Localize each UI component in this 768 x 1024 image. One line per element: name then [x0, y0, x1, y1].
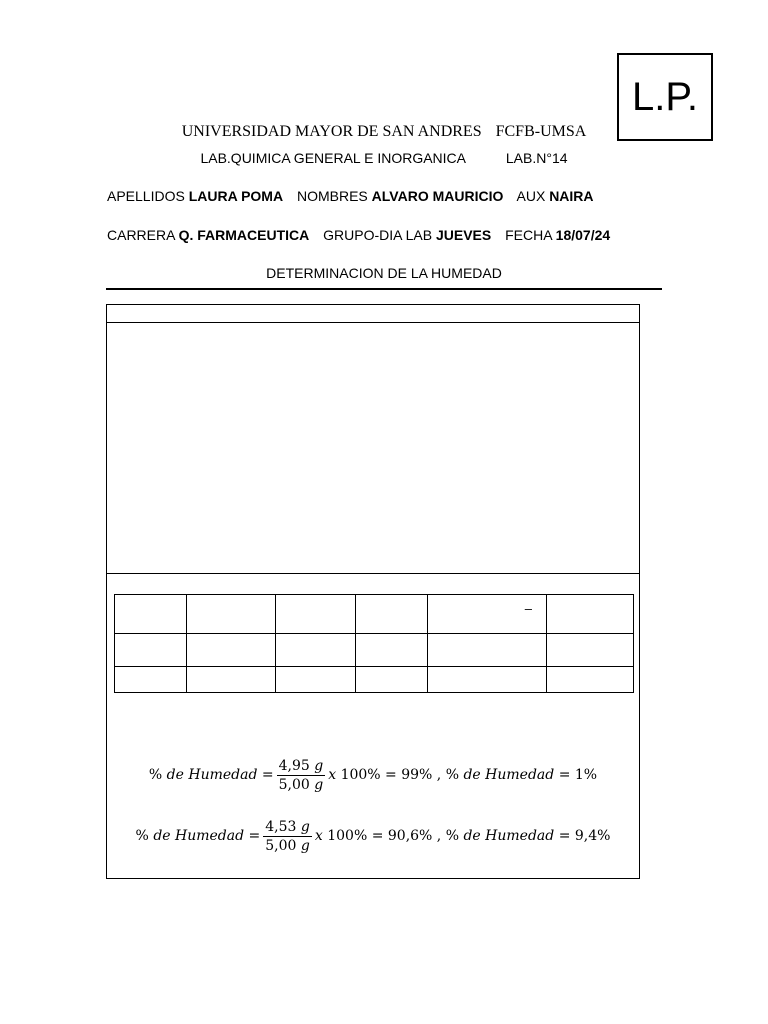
fraction — [277, 758, 326, 793]
apellidos-value: LAURA POMA — [188, 188, 284, 204]
equation-variable: de Humedad — [463, 767, 555, 783]
equation-variable: de Humedad — [463, 828, 555, 844]
lab-name: LAB.QUIMICA GENERAL E INORGANICA — [200, 150, 466, 166]
table-cell — [547, 667, 634, 693]
table-cell — [276, 667, 356, 693]
humidity-equation-1 — [0, 752, 746, 798]
title-underline — [106, 288, 662, 290]
faculty-code: FCFB-UMSA — [495, 123, 587, 140]
denominator-value: 5,00 — [278, 776, 310, 793]
header-dash-mark: – — [524, 600, 532, 616]
table-cell — [187, 595, 276, 634]
table-cell — [115, 634, 187, 667]
nombres-value: ALVARO MAURICIO — [371, 188, 504, 204]
frame-header-divider — [106, 322, 640, 323]
table-cell — [356, 634, 428, 667]
aux-label: AUX — [516, 188, 546, 204]
table-cell — [428, 667, 547, 693]
equation-factor: 100% = 99% , — [340, 767, 442, 783]
percent-sign: % — [135, 828, 149, 844]
humidity-equation-2 — [0, 813, 746, 859]
table-row — [115, 634, 634, 667]
table-cell — [276, 634, 356, 667]
equation-variable: de Humedad — [166, 767, 258, 783]
apellidos-label: APELLIDOS — [107, 188, 185, 204]
equation-variable: de Humedad — [153, 828, 245, 844]
fecha-label: FECHA — [505, 227, 552, 243]
fraction-denominator — [263, 837, 312, 854]
lab-number: LAB.N°14 — [505, 150, 568, 166]
aux-value: NAIRA — [549, 188, 594, 204]
university-name: UNIVERSIDAD MAYOR DE SAN ANDRES — [181, 123, 482, 140]
table-cell — [547, 595, 634, 634]
equals-sign: = — [261, 767, 274, 783]
equals-sign: = — [248, 828, 261, 844]
percent-sign: % — [148, 767, 163, 783]
table-cell — [115, 595, 187, 634]
equation-result: 1% — [574, 767, 598, 783]
lab-line — [0, 150, 768, 166]
numerator-unit: g — [300, 818, 310, 835]
carrera-value: Q. FARMACEUTICA — [178, 227, 310, 243]
equation-result: 9,4% — [574, 828, 611, 844]
fraction-numerator — [277, 758, 326, 776]
percent-sign: % — [445, 828, 460, 844]
table-cell — [428, 634, 547, 667]
fecha-value: 18/07/24 — [555, 227, 611, 243]
table-header-row — [115, 595, 634, 634]
initials-text: L.P. — [632, 74, 698, 119]
table-cell — [187, 634, 276, 667]
table-cell — [115, 667, 187, 693]
table-cell — [356, 595, 428, 634]
table-cell — [356, 667, 428, 693]
grupo-value: JUEVES — [435, 227, 492, 243]
fraction-denominator — [277, 776, 326, 793]
table-cell — [187, 667, 276, 693]
table-row — [115, 667, 634, 693]
equation-factor: 100% = 90,6% , — [327, 828, 442, 844]
table-cell — [428, 595, 547, 634]
nombres-label: NOMBRES — [296, 188, 368, 204]
grupo-label: GRUPO-DIA LAB — [323, 227, 433, 243]
carrera-label: CARRERA — [107, 227, 175, 243]
data-table — [114, 594, 634, 693]
equals-sign: = — [558, 767, 571, 783]
fraction — [263, 819, 312, 854]
table-cell — [547, 634, 634, 667]
table-cell — [276, 595, 356, 634]
course-line — [107, 227, 610, 243]
denominator-unit: g — [300, 837, 310, 854]
numerator-unit: g — [314, 757, 324, 774]
frame-section-divider — [106, 573, 640, 574]
fraction-numerator — [263, 819, 312, 837]
denominator-unit: g — [314, 776, 324, 793]
numerator-value: 4,95 — [278, 757, 310, 774]
percent-sign: % — [445, 767, 460, 783]
denominator-value: 5,00 — [265, 837, 297, 854]
multiply-x: x — [314, 828, 323, 844]
multiply-x: x — [328, 767, 337, 783]
student-line — [107, 188, 594, 204]
document-title: DETERMINACION DE LA HUMEDAD — [266, 265, 502, 281]
numerator-value: 4,53 — [265, 818, 297, 835]
university-line — [0, 123, 768, 141]
equals-sign: = — [558, 828, 571, 844]
